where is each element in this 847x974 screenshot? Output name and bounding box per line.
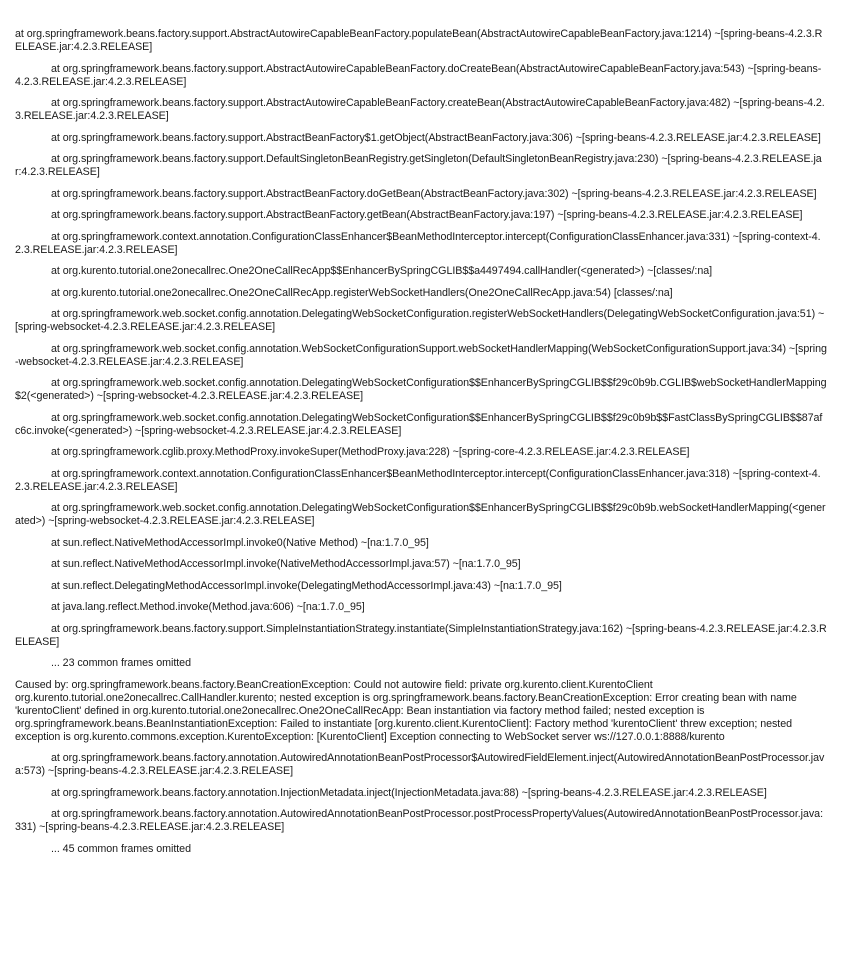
stack-frame: at org.springframework.beans.factory.support.AbstractBeanFactory$1.getObject(AbstractBeanFactory.java:306) ~[spring-beans-4.2.3.RELEASE.jar:4.2.3.RELEASE] — [51, 131, 821, 144]
stack-frame: at org.springframework.context.annotation.ConfigurationClassEnhancer$BeanMethodInterceptor.intercept(ConfigurationClassEnhancer.java:318) ~[spring-context-4.2.3.RELEASE.jar:4.2.3.RELEASE] — [15, 467, 821, 493]
stack-frame: at org.springframework.beans.factory.annotation.AutowiredAnnotationBeanPostProcessor$AutowiredFieldElement.inject(AutowiredAnnotationBeanPostProcessor.java:573) ~[spring-beans-4.2.3.RELEASE.jar:4.2.3.RELEASE] — [15, 752, 825, 777]
stack-frame: at org.springframework.beans.factory.annotation.AutowiredAnnotationBeanPostProcessor.postProcessPropertyValues(AutowiredAnnotationBeanPostProcessor.java:331) ~[spring-beans-4.2.3.RELEASE.jar:4.2.3.RELEASE] — [15, 808, 823, 833]
stack-frame: at org.springframework.web.socket.config.annotation.DelegatingWebSocketConfiguration.registerWebSocketHandlers(DelegatingWebSocketConfiguration.java:51) ~[spring-websocket-4.2.3.RELEASE.jar:4.2.3.RELEASE] — [15, 308, 825, 333]
stack-frame: at org.springframework.beans.factory.support.AbstractBeanFactory.getBean(AbstractBeanFactory.java:197) ~[spring-beans-4.2.3.RELEASE.jar:4.2.3.RELEASE] — [51, 209, 803, 221]
stack-frame: at org.kurento.tutorial.one2onecallrec.One2OneCallRecApp.registerWebSocketHandlers(One2OneCallRecApp.java:54) [classes/:na] — [51, 286, 673, 299]
stack-frame: at org.springframework.beans.factory.support.AbstractBeanFactory.doGetBean(AbstractBeanFactory.java:302) ~[spring-beans-4.2.3.RELEASE.jar:4.2.3.RELEASE] — [51, 187, 817, 200]
stack-frame: at sun.reflect.NativeMethodAccessorImpl.invoke0(Native Method) ~[na:1.7.0_95] — [51, 536, 429, 549]
stack-frame: at org.springframework.beans.factory.support.DefaultSingletonBeanRegistry.getSingleton(DefaultSingletonBeanRegistry.java:230) ~[spring-beans-4.2.3.RELEASE.jar:4.2.3.RELEASE] — [15, 153, 822, 178]
stack-frame: at org.springframework.beans.factory.support.AbstractAutowireCapableBeanFactory.doCreateBean(AbstractAutowireCapableBeanFactory.java:543) ~[spring-beans-4.2.3.RELEASE.jar:4.2.3.RELEASE] — [15, 62, 822, 88]
stack-frame: at org.springframework.cglib.proxy.MethodProxy.invokeSuper(MethodProxy.java:228) ~[spring-core-4.2.3.RELEASE.jar:4.2.3.RELEASE] — [51, 446, 690, 458]
stack-frame: at org.springframework.web.socket.config.annotation.DelegatingWebSocketConfiguration$$EnhancerBySpringCGLIB$$f29c0b9b$$FastClassBySpringCGLIB$$87afc6c.invoke(<generated>) ~[spring-websocket-4.2.3.RELEASE.jar:4.2.3.RELEASE] — [15, 411, 823, 437]
frames-omitted-note: ... 23 common frames omitted — [51, 657, 191, 669]
stack-frame: at sun.reflect.NativeMethodAccessorImpl.invoke(NativeMethodAccessorImpl.java:57) ~[na:1.7.0_95] — [51, 558, 521, 570]
stack-frame: at org.springframework.web.socket.config.annotation.DelegatingWebSocketConfiguration$$EnhancerBySpringCGLIB$$f29c0b9b.CGLIB$webSocketHandlerMapping$2(<generated>) ~[spring-websocket-4.2.3.RELEASE.jar:4.2.3.RELEASE] — [15, 377, 827, 402]
stack-frame: at org.springframework.context.annotation.ConfigurationClassEnhancer$BeanMethodInterceptor.intercept(ConfigurationClassEnhancer.java:331) ~[spring-context-4.2.3.RELEASE.jar:4.2.3.RELEASE] — [15, 230, 821, 256]
stack-frame: at org.springframework.beans.factory.support.SimpleInstantiationStrategy.instantiate(SimpleInstantiationStrategy.java:162) ~[spring-beans-4.2.3.RELEASE.jar:4.2.3.RELEASE] — [15, 622, 827, 648]
stack-frame: at org.springframework.beans.factory.support.AbstractAutowireCapableBeanFactory.populateBean(AbstractAutowireCapableBeanFactory.java:1214) ~[spring-beans-4.2.3.RELEASE.jar:4.2.3.RELEASE] — [15, 28, 823, 53]
stack-frame: at sun.reflect.DelegatingMethodAccessorImpl.invoke(DelegatingMethodAccessorImpl.java:43) ~[na:1.7.0_95] — [51, 579, 562, 592]
stack-frame: at org.springframework.web.socket.config.annotation.DelegatingWebSocketConfiguration$$EnhancerBySpringCGLIB$$f29c0b9b.webSocketHandlerMapping(<generated>) ~[spring-websocket-4.2.3.RELEASE.jar:4.2.3.RELEASE] — [15, 502, 826, 527]
caused-by-message: Caused by: org.springframework.beans.factory.BeanCreationException: Could not autowire field: private org.kurento.client.KurentoClient org.kurento.tutorial.one2onecallrec.CallHandler.kurento; nested exception is org.springframework.beans.factory.BeanCreationException: Error creating bean with name 'kurentoClient' defined in org.kurento.tutorial.one2onecallrec.One2OneCallRecApp: Bean instantiation via factory method failed; nested exception is org.springframework.beans.BeanInstantiationException: Failed to instantiate [org.kurento.client.KurentoClient]: Factory method 'kurentoClient' threw exception; nested exception is org.kurento.commons.exception.KurentoException: [KurentoClient] Exception connecting to WebSocket server ws://127.0.0.1:8888/kurento — [15, 678, 797, 743]
frames-omitted-note: ... 45 common frames omitted — [51, 842, 191, 855]
stack-frame: at org.springframework.beans.factory.support.AbstractAutowireCapableBeanFactory.createBean(AbstractAutowireCapableBeanFactory.java:482) ~[spring-beans-4.2.3.RELEASE.jar:4.2.3.RELEASE] — [15, 97, 825, 122]
stack-frame: at org.springframework.beans.factory.annotation.InjectionMetadata.inject(InjectionMetadata.java:88) ~[spring-beans-4.2.3.RELEASE.jar:4.2.3.RELEASE] — [51, 786, 767, 799]
stack-frame: at org.kurento.tutorial.one2onecallrec.One2OneCallRecApp$$EnhancerBySpringCGLIB$$a4497494.callHandler(<generated>) ~[classes/:na] — [51, 265, 713, 277]
stack-frame: at java.lang.reflect.Method.invoke(Method.java:606) ~[na:1.7.0_95] — [51, 601, 365, 613]
stack-frame: at org.springframework.web.socket.config.annotation.WebSocketConfigurationSupport.webSocketHandlerMapping(WebSocketConfigurationSupport.java:34) ~[spring-websocket-4.2.3.RELEASE.jar:4.2.3.RELEASE] — [15, 342, 827, 368]
